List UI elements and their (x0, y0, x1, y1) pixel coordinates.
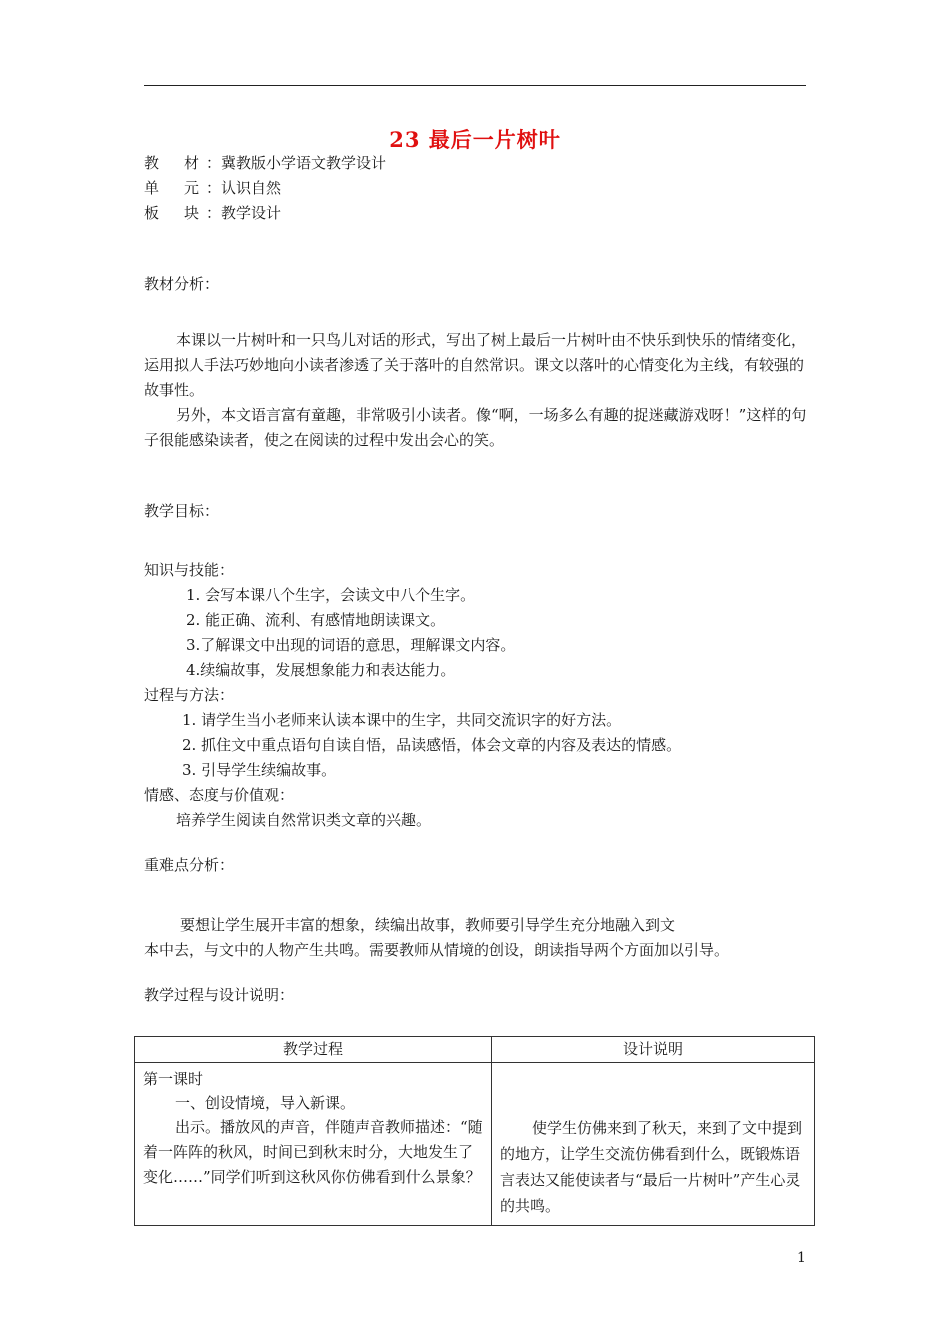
header-rule (144, 85, 806, 86)
difficulty-heading: 重难点分析： (144, 856, 235, 874)
process-section-heading: 教学过程与设计说明： (144, 986, 295, 1004)
meta-value: ：冀教版小学语文教学设计 (206, 154, 387, 172)
meta-value: ：认识自然 (206, 179, 282, 197)
process-item: 3. 引导学生续编故事。 (182, 761, 337, 779)
emotion-heading: 情感、态度与价值观： (144, 786, 295, 804)
process-item: 1. 请学生当小老师来认读本课中的生字，共同交流识字的好方法。 (182, 711, 622, 729)
design-note: 使学生仿佛来到了秋天，来到了文中提到的地方，让学生交流仿佛看到什么，既锻炼语言表达又能使读者与“最后一片树叶”产生心灵的共鸣。 (500, 1119, 803, 1215)
page-title: 23 最后一片树叶 (389, 127, 561, 152)
step-description: 出示。播放风的声音，伴随声音教师描述：“随着一阵阵的秋风，时间已到秋末时分，大地发生了变化……”同学们听到这秋风你仿佛看到什么景象？ (143, 1118, 483, 1186)
difficulty-line-2: 本中去，与文中的人物产生共鸣。需要教师从情境的创设，朗读指导两个方面加以引导。 (144, 941, 730, 959)
process-heading: 过程与方法： (144, 686, 235, 704)
lesson-plan-table (134, 1036, 815, 1226)
meta-value: ：教学设计 (206, 204, 282, 222)
goals-heading: 教学目标： (144, 502, 220, 520)
analysis-heading: 教材分析： (144, 275, 220, 293)
meta-row-textbook (144, 152, 386, 173)
lesson-period: 第一课时 (143, 1070, 204, 1088)
meta-key-char: 材 (184, 154, 200, 172)
meta-key-char: 板 (144, 204, 160, 222)
page-number: 1 (797, 1250, 806, 1266)
analysis-paragraph-2: 另外，本文语言富有童趣，非常吸引小读者。像“啊，一场多么有趣的捉迷藏游戏呀！”这样的句子很能感染读者，使之在阅读的过程中发出会心的笑。 (144, 406, 807, 449)
column-header-process: 教学过程 (135, 1037, 492, 1063)
meta-row-unit (144, 177, 281, 198)
knowledge-item: 1. 会写本课八个生字，会读文中八个生字。 (186, 586, 476, 604)
table-header-row (135, 1037, 815, 1063)
knowledge-item: 3.了解课文中出现的词语的意思，理解课文内容。 (186, 636, 516, 654)
notes-cell (492, 1063, 815, 1226)
meta-key-char: 块 (184, 204, 200, 222)
knowledge-heading: 知识与技能： (144, 561, 235, 579)
meta-key-char: 元 (184, 179, 200, 197)
meta-key-char: 单 (144, 179, 160, 197)
table-row (135, 1063, 815, 1226)
difficulty-line-1: 要想让学生展开丰富的想象，续编出故事，教师要引导学生充分地融入到文 (180, 916, 676, 934)
knowledge-item: 4.续编故事，发展想象能力和表达能力。 (186, 661, 456, 679)
column-header-notes: 设计说明 (492, 1037, 815, 1063)
analysis-paragraph-1: 本课以一片树叶和一只鸟儿对话的形式，写出了树上最后一片树叶由不快乐到快乐的情绪变化，运用拟人手法巧妙地向小读者渗透了关于落叶的自然常识。课文以落叶的心情变化为主线，有较强的故事性。 (144, 331, 807, 399)
step-title: 一、创设情境，导入新课。 (175, 1094, 356, 1112)
meta-row-section (144, 202, 281, 223)
process-cell (135, 1063, 492, 1226)
process-item: 2. 抓住文中重点语句自读自悟，品读感悟，体会文章的内容及表达的情感。 (182, 736, 682, 754)
knowledge-item: 2. 能正确、流利、有感情地朗读课文。 (186, 611, 446, 629)
meta-key-char: 教 (144, 154, 160, 172)
emotion-text: 培养学生阅读自然常识类文章的兴趣。 (176, 811, 432, 829)
